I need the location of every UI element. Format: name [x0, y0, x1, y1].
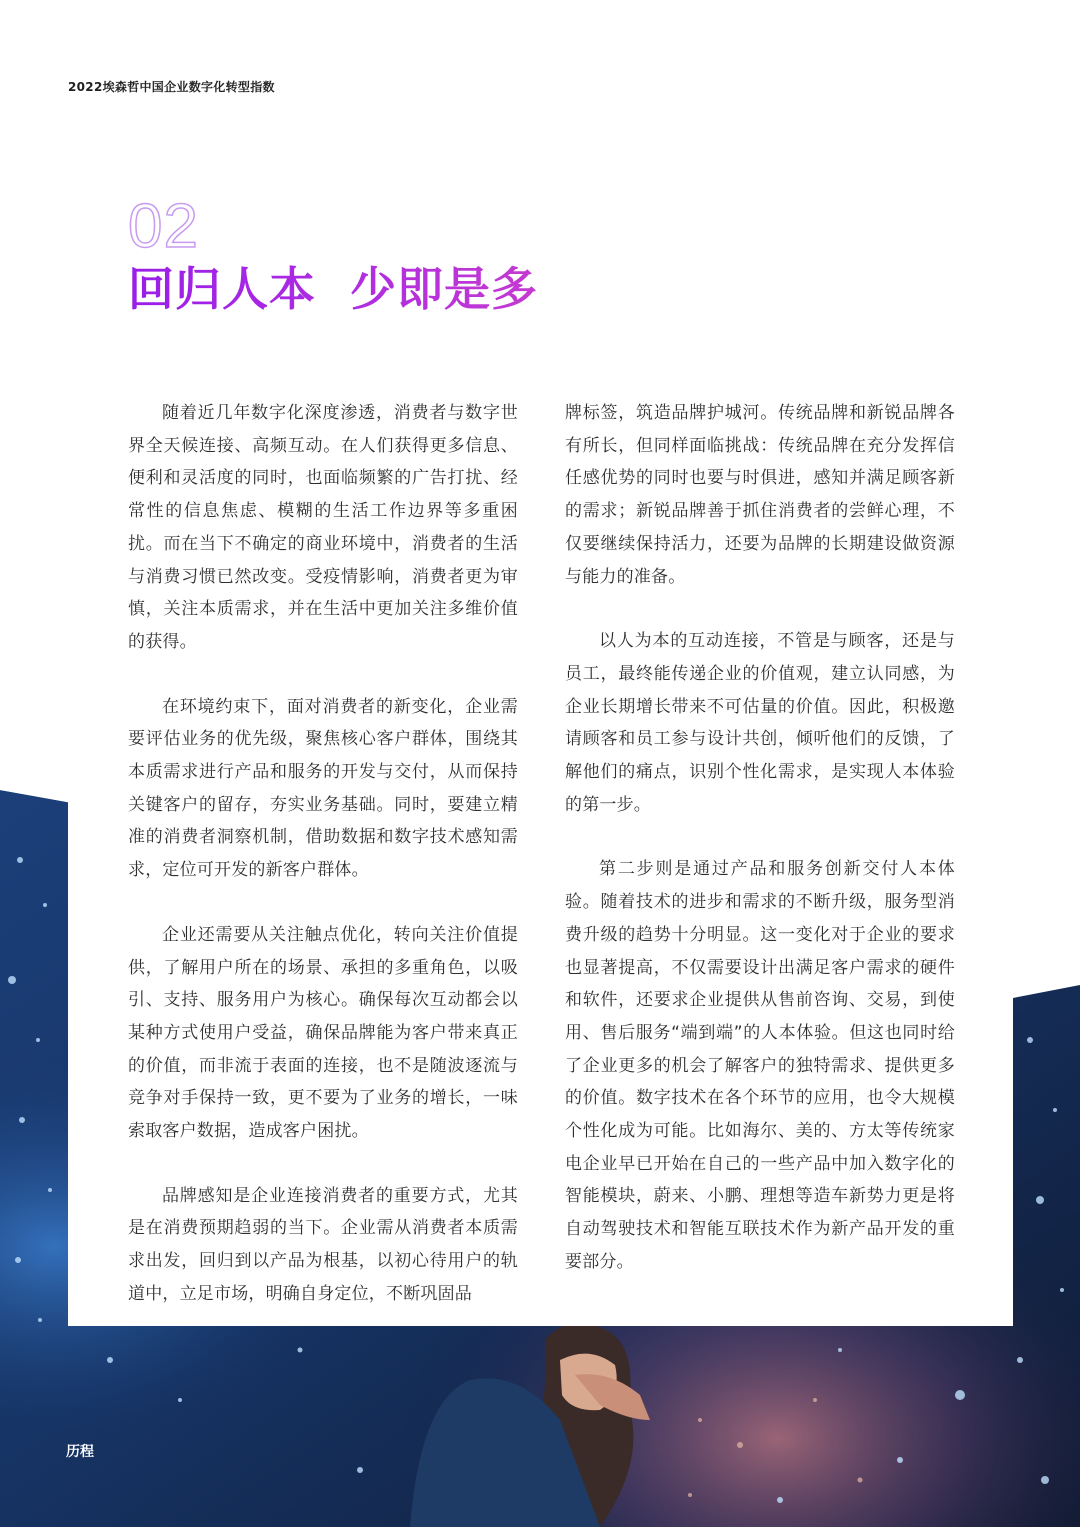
paragraph: 品牌感知是企业连接消费者的重要方式，尤其是在消费预期趋弱的当下。企业需从消费者本质需求出发，回归到以产品为根基，以初心待用户的轨道中，立足市场，明确自身定位，不断巩固品 [128, 1185, 518, 1304]
paragraph: 第二步则是通过产品和服务创新交付人本体验。随着技术的进步和需求的不断升级，服务型消费升级的趋势十分明显。这一变化对于企业的要求也显著提高，不仅需要设计出满足客户需求的硬件和软件，还要求企业提供从售前咨询、交易，到使用、售后服务“端到端”的人本体验。但这也同时给了企业更多的机会了解客户的独特需求、提供更多的价值。数字技术在各个环节的应用，也令大规模个性化成为可能。比如海尔、美的、方太等传统家电企业早已开始在自己的一些产品中加入数字化的智能模块，蔚来、小鹏、理想等造车新势力更是将自动驾驶技术和智能互联技术作为新产品开发的重要部分。 [565, 859, 955, 1272]
footer-caption: 历程 [66, 1444, 94, 1460]
paragraph: 随着近几年数字化深度渗透，消费者与数字世界全天候连接、高频互动。在人们获得更多信息、便利和灵活度的同时，也面临频繁的广告打扰、经常性的信息焦虑、模糊的生活工作边界等多重困扰。而在当下不确定的商业环境中，消费者的生活与消费习惯已然改变。受疫情影响，消费者更为审慎，关注本质需求，并在生活中更加关注多维价值的获得。 [128, 403, 518, 652]
right-text-column [565, 397, 955, 1311]
report-header-title: 2022埃森哲中国企业数字化转型指数 [68, 80, 275, 94]
left-text-column [128, 397, 518, 1343]
paragraph: 以人为本的互动连接，不管是与顾客，还是与员工，最终能传递企业的价值观，建立认同感，为企业长期增长带来不可估量的价值。因此，积极邀请顾客和员工参与设计共创，倾听他们的反馈，了解他们的痛点，识别个性化需求，是实现人本体验的第一步。 [565, 631, 955, 815]
section-number: 02 [128, 192, 199, 261]
paragraph-continued: 牌标签，筑造品牌护城河。传统品牌和新锐品牌各有所长，但同样面临挑战：传统品牌在充分发挥信任感优势的同时也要与时俱进，感知并满足顾客新的需求；新锐品牌善于抓住消费者的尝鲜心理，不仅要继续保持活力，还要为品牌的长期建设做资源与能力的准备。 [565, 403, 955, 587]
paragraph: 企业还需要从关注触点优化，转向关注价值提供，了解用户所在的场景、承担的多重角色，以吸引、支持、服务用户为核心。确保每次互动都会以某种方式使用户受益，确保品牌能为客户带来真正的价值，而非流于表面的连接，也不是随波逐流与竞争对手保持一致，更不要为了业务的增长，一味索取客户数据，造成客户困扰。 [128, 924, 518, 1142]
paragraph: 在环境约束下，面对消费者的新变化，企业需要评估业务的优先级，聚焦核心客户群体，围绕其本质需求进行产品和服务的开发与交付，从而保持关键客户的留存，夯实业务基础。同时，要建立精准的消费者洞察机制，借助数据和数字技术感知需求，定位可开发的新客户群体。 [128, 696, 518, 881]
section-title: 回归人本 少即是多 [128, 262, 539, 316]
